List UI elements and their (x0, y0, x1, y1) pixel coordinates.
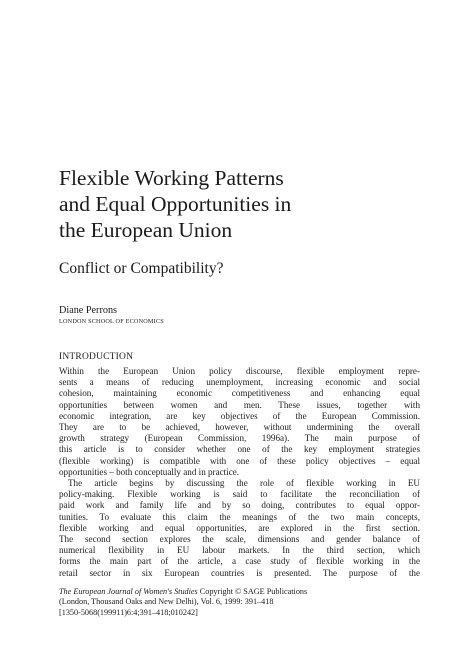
paragraph-line: They are to be achieved, however, without undermining the overall (59, 422, 420, 433)
paragraph-line: Within the European Union policy discourse, flexible employment repre- (59, 366, 420, 376)
paragraph-line: sents a means of reducing unemployment, increasing economic and social (59, 377, 420, 388)
article-subtitle: Conflict or Compatibility? (59, 260, 224, 277)
publication-footer (59, 587, 420, 618)
title-line: and Equal Opportunities in (59, 192, 292, 216)
section-heading: INTRODUCTION (59, 352, 134, 362)
title-line: the European Union (59, 218, 233, 242)
paragraph-line: numerical flexibility in EU labour markets. In the third section, which (59, 545, 420, 556)
body-text (59, 366, 420, 579)
paragraph-line: forms the main part of the article, a case study of flexible working in the (59, 556, 420, 567)
author-affiliation: LONDON SCHOOL OF ECONOMICS (59, 318, 164, 325)
paragraph-line: flexible working and equal opportunities, are explored in the first section. (59, 522, 420, 533)
paragraph-line: opportunities between women and men. These issues, together with (59, 399, 420, 410)
paragraph-line: The article begins by discussing the role of flexible working in EU (68, 478, 420, 489)
paragraph-line: (flexible working) is compatible with one of these policy objectives – equal (59, 455, 420, 466)
copyright-text: Copyright © SAGE Publications (197, 587, 308, 596)
paragraph-line: policy-making. Flexible working is said to facilitate the reconciliation of (59, 489, 420, 500)
paragraph-line: cohesion, maintaining economic competitiveness and enhancing equal (59, 388, 420, 399)
paragraph-line: paid work and family life and by so doing, contributes to equal oppor- (59, 500, 420, 511)
footer-line: [1350-5068(199911)6:4;391–418;010242] (59, 607, 198, 617)
paragraph-line: economic integration, are key objectives of the European Commission. (59, 410, 420, 421)
paragraph-line: tunities. To evaluate this claim the meanings of the two main concepts, (59, 511, 420, 522)
author-name: Diane Perrons (59, 305, 117, 316)
paragraph-line: this article is to consider whether one of the key employment strategies (59, 444, 420, 455)
paragraph-line: opportunities – both conceptually and in practice. (59, 466, 240, 477)
footer-line (59, 587, 420, 597)
paragraph-line: growth strategy (European Commission, 1996a). The main purpose of (59, 433, 420, 444)
title-line: Flexible Working Patterns (59, 166, 284, 190)
paragraph-line: retail sector in six European countries is presented. The purpose of the (59, 567, 420, 578)
journal-name: The European Journal of Women's Studies (59, 587, 198, 596)
paragraph-line: The second section explores the scale, dimensions and gender balance of (59, 534, 420, 545)
article-title (59, 165, 459, 243)
footer-line: (London, Thousand Oaks and New Delhi), Vol. 6, 1999: 391–418 (59, 597, 274, 607)
